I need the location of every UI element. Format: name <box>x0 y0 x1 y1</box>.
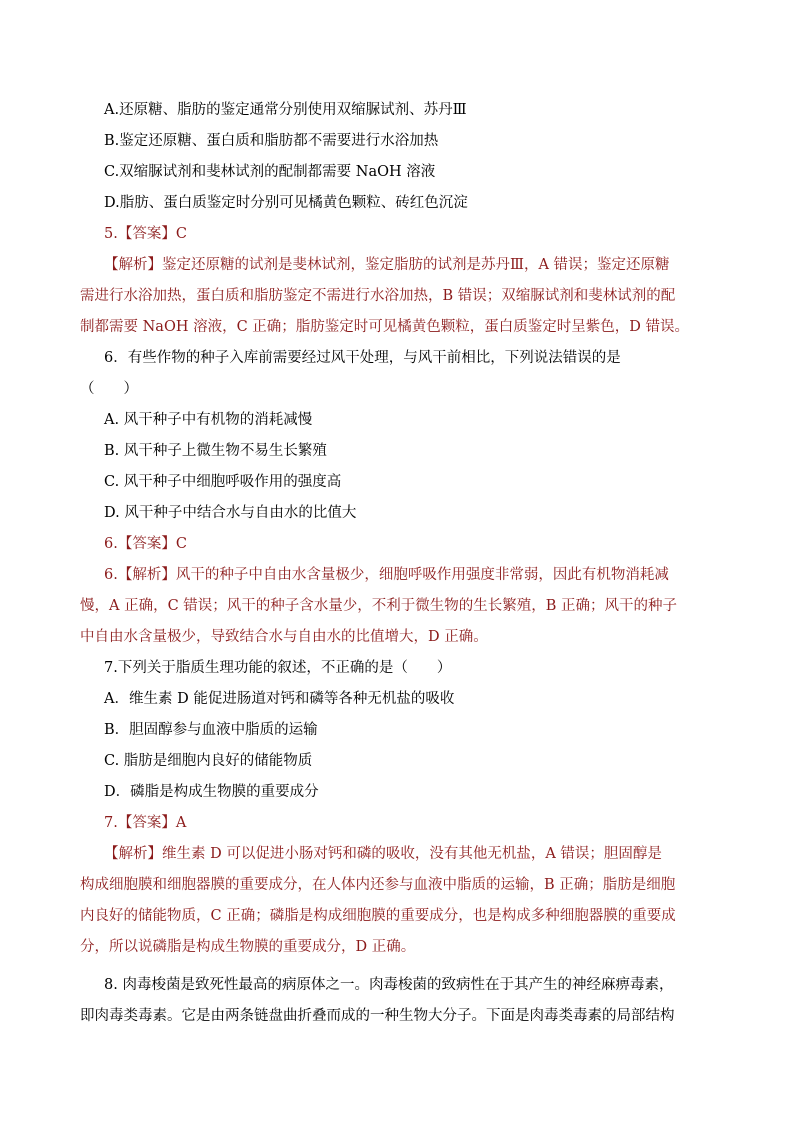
q7-explanation-line: 构成细胞膜和细胞器膜的重要成分，在人体内还参与血液中脂质的运输，B 正确；脂肪是细胞 <box>80 877 676 893</box>
q7-option-c: C. 脂肪是细胞内良好的储能物质 <box>104 753 313 769</box>
q7-explanation-line: 分，所以说磷脂是构成生物膜的重要成分，D 正确。 <box>80 939 416 955</box>
q6-option-d: D. 风干种子中结合水与自由水的比值大 <box>104 505 357 521</box>
q7-explanation-line: 内良好的储能物质，C 正确；磷脂是构成细胞膜的重要成分，也是构成多种细胞器膜的重要成 <box>80 908 676 924</box>
q5-explanation-line: 制都需要 NaOH 溶液，C 正确；脂肪鉴定时可见橘黄色颗粒，蛋白质鉴定时呈紫色，D 错误。 <box>80 319 690 335</box>
q6-answer: 6.【答案】C <box>104 536 187 552</box>
q6-explanation-line: 慢，A 正确，C 错误；风干的种子含水量少，不利于微生物的生长繁殖，B 正确；风干的种子 <box>80 598 678 614</box>
q7-stem: 7.下列关于脂质生理功能的叙述，不正确的是（ ） <box>104 660 452 676</box>
q7-option-d: D．磷脂是构成生物膜的重要成分 <box>104 784 319 800</box>
q5-explanation-line: 【解析】鉴定还原糖的试剂是斐林试剂，鉴定脂肪的试剂是苏丹Ⅲ，A 错误；鉴定还原糖 <box>104 257 670 273</box>
q6-option-b: B. 风干种子上微生物不易生长繁殖 <box>104 443 327 459</box>
q6-option-c: C. 风干种子中细胞呼吸作用的强度高 <box>104 474 342 490</box>
q7-option-a: A．维生素 D 能促进肠道对钙和磷等各种无机盐的吸收 <box>104 691 455 707</box>
q5-explanation-line: 需进行水浴加热，蛋白质和脂肪鉴定不需进行水浴加热，B 错误；双缩脲试剂和斐林试剂的配 <box>80 288 676 304</box>
q7-answer: 7.【答案】A <box>104 815 187 831</box>
q6-stem-line: 6．有些作物的种子入库前需要经过风干处理，与风干前相比，下列说法错误的是 <box>104 350 621 366</box>
q6-explanation-line: 中自由水含量极少，导致结合水与自由水的比值增大，D 正确。 <box>80 629 488 645</box>
q6-explanation-line: 6.【解析】风干的种子中自由水含量极少，细胞呼吸作用强度非常弱，因此有机物消耗减 <box>104 567 669 583</box>
q5-answer: 5.【答案】C <box>104 226 187 242</box>
q5-option-c: C.双缩脲试剂和斐林试剂的配制都需要 NaOH 溶液 <box>104 164 436 180</box>
q5-option-b: B.鉴定还原糖、蛋白质和脂肪都不需要进行水浴加热 <box>104 133 439 149</box>
q8-stem-line: 即肉毒类毒素。它是由两条链盘曲折叠而成的一种生物大分子。下面是肉毒类毒素的局部结构 <box>80 1008 675 1024</box>
q6-option-a: A. 风干种子中有机物的消耗减慢 <box>104 412 313 428</box>
q6-stem-line: （ ） <box>80 381 138 397</box>
q7-explanation-line: 【解析】维生素 D 可以促进小肠对钙和磷的吸收，没有其他无机盐，A 错误；胆固醇是 <box>104 846 662 862</box>
q8-stem-line: 8. 肉毒梭菌是致死性最高的病原体之一。肉毒梭菌的致病性在于其产生的神经麻痹毒素， <box>104 977 674 993</box>
q5-option-d: D.脂肪、蛋白质鉴定时分别可见橘黄色颗粒、砖红色沉淀 <box>104 195 468 211</box>
q7-option-b: B．胆固醇参与血液中脂质的运输 <box>104 722 318 738</box>
q5-option-a: A.还原糖、脂肪的鉴定通常分别使用双缩脲试剂、苏丹Ⅲ <box>104 102 467 118</box>
